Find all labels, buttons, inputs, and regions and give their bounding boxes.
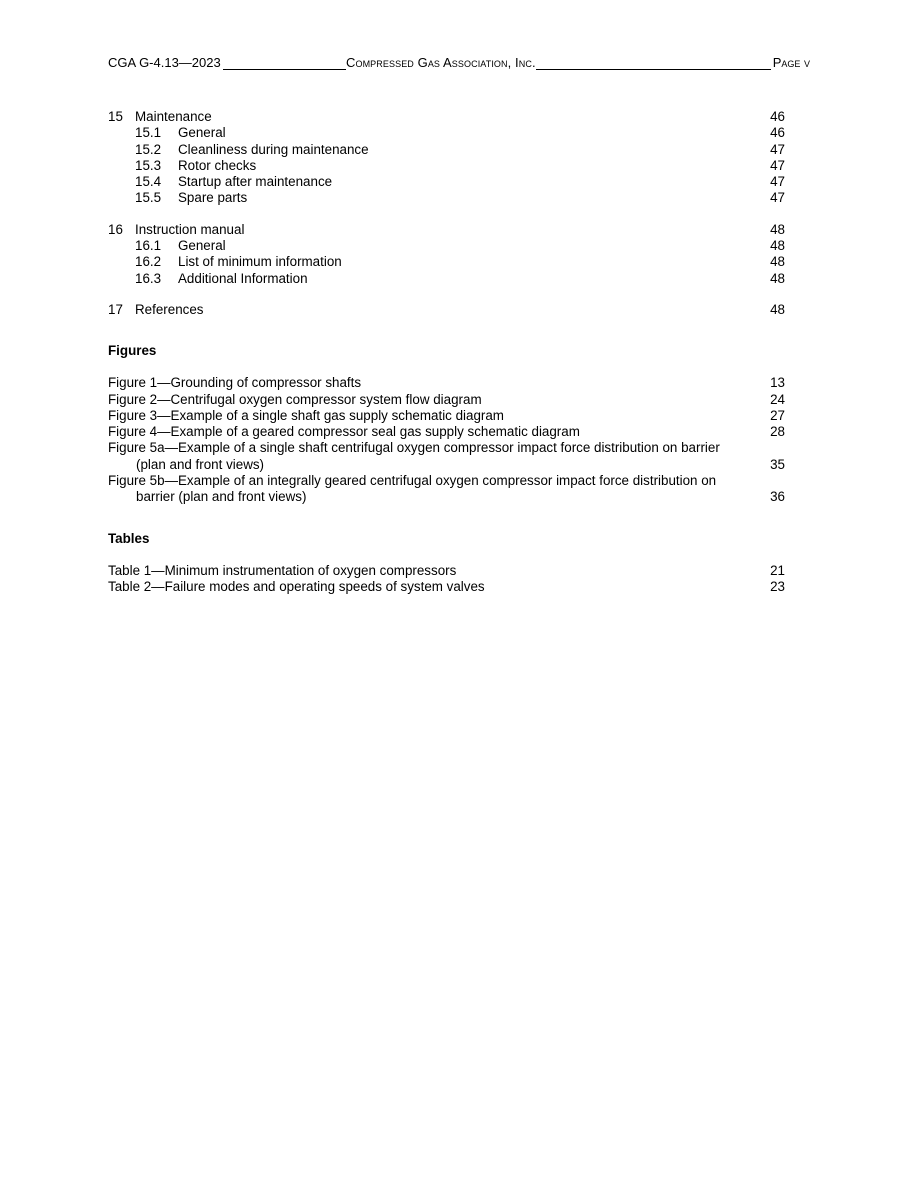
toc-figure-1[interactable]	[108, 375, 785, 391]
toc-figure-4[interactable]	[108, 424, 785, 440]
section-number: 16	[108, 221, 123, 237]
subsection-title: Cleanliness during maintenance	[178, 141, 369, 157]
toc-table-2[interactable]	[108, 579, 785, 595]
subsection-title: List of minimum information	[178, 254, 342, 270]
toc-entry-15-2[interactable]	[108, 142, 785, 158]
page-number: Page v	[772, 55, 810, 70]
subsection-number: 15.5	[135, 190, 162, 206]
figure-page: 36	[770, 489, 785, 505]
figure-title-continuation: barrier (plan and front views)	[108, 489, 307, 505]
figure-page: 35	[770, 456, 785, 472]
subsection-number: 16.1	[135, 238, 162, 254]
subsection-title: Startup after maintenance	[178, 174, 333, 190]
figure-title: Figure 1—Grounding of compressor shafts	[108, 375, 362, 391]
toc-table-1[interactable]	[108, 563, 785, 579]
toc-figure-5a-line1[interactable]	[108, 440, 785, 456]
subsection-number: 15.4	[135, 174, 162, 190]
section-number: 15	[108, 109, 123, 124]
table-page: 21	[770, 562, 785, 578]
figure-title: Figure 3—Example of a single shaft gas supply schematic diagram	[108, 407, 504, 423]
figure-page: 28	[770, 424, 785, 440]
subsection-page: 46	[770, 125, 785, 141]
toc-entry-15-3[interactable]	[108, 158, 785, 174]
figure-page: 27	[770, 407, 785, 423]
document-id: CGA G-4.13—2023	[108, 55, 221, 70]
subsection-title: General	[178, 125, 226, 141]
section-page: 48	[770, 221, 785, 237]
toc-entry-15-5[interactable]	[108, 190, 785, 206]
subsection-page: 47	[770, 190, 785, 206]
toc-figure-5b-line2[interactable]	[108, 489, 785, 505]
toc-entry-16-1[interactable]	[108, 238, 785, 254]
toc-entry-17[interactable]	[108, 302, 785, 318]
toc-entry-16[interactable]	[108, 222, 785, 238]
figure-title: Figure 2—Centrifugal oxygen compressor system flow diagram	[108, 391, 482, 407]
subsection-page: 48	[770, 254, 785, 270]
figure-page: 24	[770, 391, 785, 407]
table-page: 23	[770, 578, 785, 594]
figure-title: Figure 4—Example of a geared compressor seal gas supply schematic diagram	[108, 424, 580, 440]
subsection-page: 48	[770, 238, 785, 254]
figure-title-continuation: (plan and front views)	[108, 457, 265, 473]
toc-entry-16-3[interactable]	[108, 271, 785, 287]
section-page: 48	[770, 301, 785, 317]
toc-entry-15[interactable]	[108, 109, 785, 125]
section-page: 46	[770, 109, 785, 124]
subsection-title: General	[178, 238, 226, 254]
subsection-page: 47	[770, 157, 785, 173]
tables-heading: Tables	[108, 530, 150, 546]
figure-title: Figure 5b—Example of an integrally geared centrifugal oxygen compressor impact force distribution on	[108, 473, 717, 489]
toc-figure-5b-line1[interactable]	[108, 473, 785, 489]
toc-figure-3[interactable]	[108, 408, 785, 424]
figure-page: 13	[770, 375, 785, 391]
figures-heading: Figures	[108, 343, 157, 359]
toc-entry-16-2[interactable]	[108, 254, 785, 270]
subsection-title: Rotor checks	[178, 157, 257, 173]
table-of-contents	[108, 109, 785, 595]
subsection-page: 47	[770, 174, 785, 190]
subsection-page: 48	[770, 270, 785, 286]
subsection-number: 16.2	[135, 254, 162, 270]
subsection-number: 16.3	[135, 270, 162, 286]
section-title: Maintenance	[135, 109, 212, 124]
publisher-name: Compressed Gas Association, Inc.	[346, 55, 536, 70]
toc-entry-15-4[interactable]	[108, 174, 785, 190]
table-title: Table 1—Minimum instrumentation of oxygen compressors	[108, 562, 457, 578]
subsection-number: 15.2	[135, 141, 162, 157]
subsection-number: 15.1	[135, 125, 162, 141]
section-number: 17	[108, 301, 123, 317]
table-title: Table 2—Failure modes and operating speeds of system valves	[108, 578, 485, 594]
toc-figure-5a-line2[interactable]	[108, 457, 785, 473]
toc-figure-2[interactable]	[108, 392, 785, 408]
subsection-number: 15.3	[135, 157, 162, 173]
section-title: Instruction manual	[135, 221, 245, 237]
subsection-title: Spare parts	[178, 190, 248, 206]
subsection-title: Additional Information	[178, 270, 308, 286]
toc-entry-15-1[interactable]	[108, 125, 785, 141]
page-header	[108, 55, 810, 71]
subsection-page: 47	[770, 141, 785, 157]
figure-title: Figure 5a—Example of a single shaft centrifugal oxygen compressor impact force distribution on barrier	[108, 440, 720, 456]
section-title: References	[135, 301, 204, 317]
